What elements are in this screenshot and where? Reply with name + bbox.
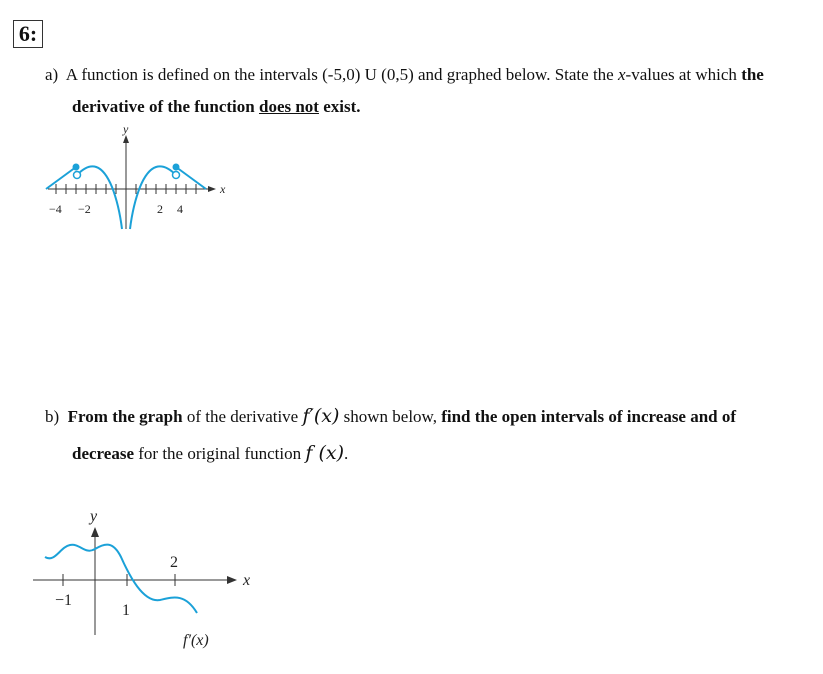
graph-a-open-dot-right	[173, 172, 180, 179]
graph-a-tick-label-neg2: −2	[78, 202, 91, 216]
graph-a-x-arrow	[208, 186, 216, 192]
graph-a-closed-dot-left	[73, 164, 80, 171]
graph-b-tick-label-1: 1	[122, 602, 130, 619]
part-b-bold-find: find the open intervals of increase and of	[441, 407, 737, 426]
graph-a-closed-dot-right	[173, 164, 180, 171]
graph-b	[25, 505, 265, 655]
part-b-fprime: f′(x)	[302, 405, 340, 427]
graph-a-curve-right-2	[176, 167, 206, 189]
part-b-text-3: for the original function	[134, 444, 306, 463]
graph-a-tick-label-neg4: −4	[49, 202, 62, 216]
part-a-bold-derivative: derivative of the function	[72, 97, 259, 116]
part-a-text-2: -values at which	[625, 65, 742, 84]
graph-a-y-label: y	[123, 125, 129, 136]
graph-a-y-arrow	[123, 135, 129, 143]
part-b-bold-decrease: decrease	[72, 444, 134, 463]
part-a-x: x	[617, 65, 626, 84]
graph-a-tick-label-2: 2	[157, 202, 163, 216]
graph-a-curve-right-1	[130, 166, 176, 229]
part-a-line-2	[72, 97, 361, 117]
part-b-line-1	[45, 405, 736, 427]
part-b-period: .	[344, 444, 349, 463]
graph-a-curve-left-2	[77, 166, 122, 229]
part-b-f: f (x)	[305, 442, 344, 464]
part-a-does-not: does not	[258, 97, 319, 116]
part-a-marker: a)	[45, 65, 59, 84]
graph-a-open-dot-left	[74, 172, 81, 179]
part-a-text-1: A function is defined on the intervals (-5,0) U (0,5) and graphed below. State the	[65, 65, 618, 84]
problem-number: 6:	[13, 20, 43, 48]
graph-a-tick-label-4: 4	[177, 202, 183, 216]
graph-b-y-arrow	[91, 527, 99, 537]
part-a-line-1	[45, 65, 764, 85]
graph-b-y-label: y	[90, 508, 98, 525]
graph-b-x-label: x	[243, 572, 251, 589]
part-b-text-1: of the derivative	[182, 407, 303, 426]
part-b-marker: b)	[45, 407, 60, 426]
graph-a-curve-left-1	[46, 167, 76, 189]
graph-b-tick-label-2: 2	[170, 554, 178, 571]
graph-b-curve-label: f′(x)	[183, 632, 209, 649]
graph-b-tick-label-neg1: −1	[55, 592, 73, 609]
part-a-exist: exist.	[318, 97, 361, 116]
part-b-bold-from: From the graph	[67, 407, 183, 426]
graph-b-x-arrow	[227, 576, 237, 584]
part-b-line-2	[72, 442, 348, 464]
graph-a-x-label: x	[220, 182, 226, 196]
part-b-text-2: shown below,	[339, 407, 442, 426]
part-a-bold-the: the	[741, 65, 764, 84]
graph-a	[40, 125, 230, 230]
